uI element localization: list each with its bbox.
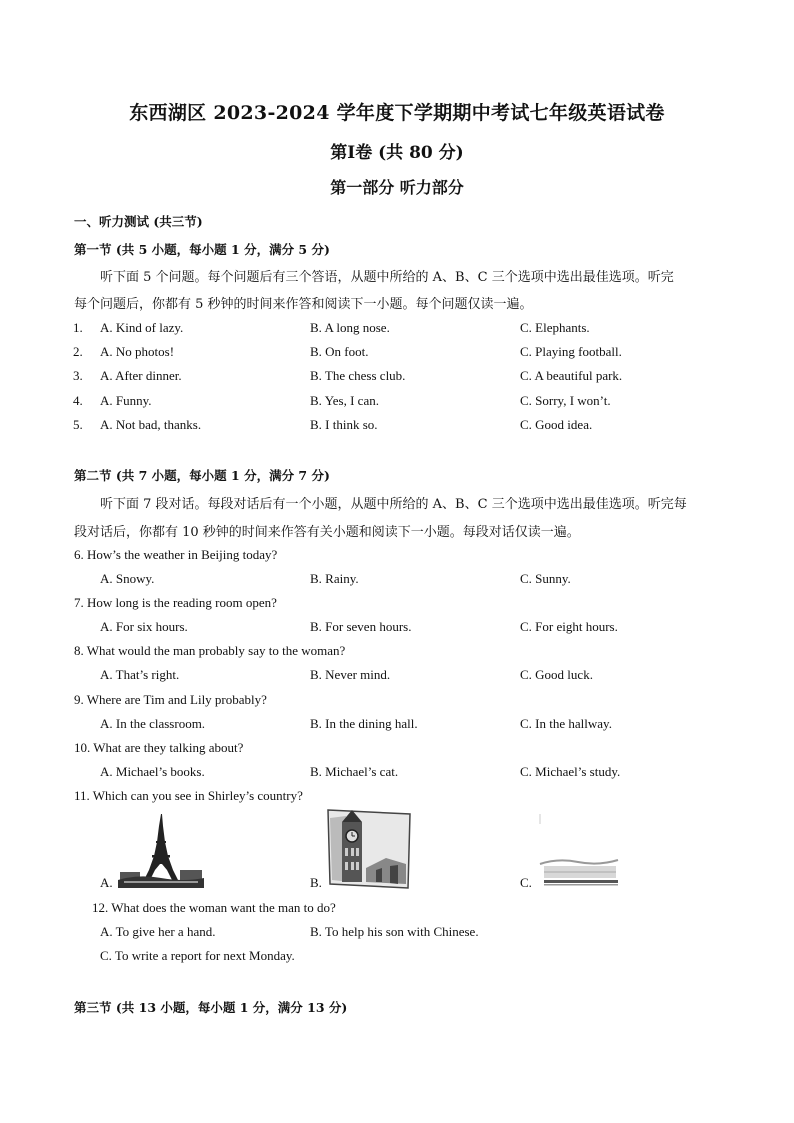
question-text: 12. What does the woman want the man to do?	[92, 900, 336, 915]
section1-instructions-line1: 听下面 5 个问题。每个问题后有三个答语，从题中所给的 A、B、C 三个选项中选出最佳选项。听完	[100, 270, 674, 285]
part-heading: 第一部分 听力部分	[330, 178, 464, 197]
option-c: C. Michael’s study.	[520, 764, 621, 779]
section3-subheading: 第三节 (共 13 小题，每小题 1 分，满分 13 分)	[74, 1000, 348, 1015]
question-text: 6. How’s the weather in Beijing today?	[74, 547, 278, 562]
option-a: A. After dinner.	[100, 368, 182, 383]
option-b: B. I think so.	[310, 417, 378, 432]
exam-title: 东西湖区 2023-2024 学年度下学期期中考试七年级英语试卷	[129, 102, 665, 124]
option-b: B. Michael’s cat.	[310, 764, 399, 779]
option-b: B. In the dining hall.	[310, 716, 418, 731]
option-b: B. Never mind.	[310, 667, 391, 682]
option-c: C. Good idea.	[520, 417, 593, 432]
option-b: B.	[310, 875, 322, 890]
question-text: 9. Where are Tim and Lily probably?	[74, 692, 267, 707]
question-text: 11. Which can you see in Shirley’s country?	[74, 788, 303, 803]
section2-instructions-line2: 段对话后，你都有 10 秒钟的时间来作答有关小题和阅读下一小题。每段对话仅读一遍。	[74, 525, 580, 540]
option-c: C. Sorry, I won’t.	[520, 393, 611, 408]
item-number: 1.	[73, 320, 83, 335]
option-c: C.	[520, 875, 532, 890]
option-b: B. To help his son with Chinese.	[310, 924, 479, 939]
section1-subheading: 第一节 (共 5 小题，每小题 1 分，满分 5 分)	[74, 242, 330, 257]
question-text: 7. How long is the reading room open?	[74, 595, 277, 610]
option-a: A. No photos!	[100, 344, 175, 359]
option-a: A. Kind of lazy.	[100, 320, 184, 335]
eiffel-tower-picture	[118, 812, 204, 888]
option-a: A. For six hours.	[100, 619, 188, 634]
option-a: A. In the classroom.	[100, 716, 206, 731]
item-number: 4.	[73, 393, 83, 408]
option-b: B. A long nose.	[310, 320, 390, 335]
option-a: A. Snowy.	[100, 571, 155, 586]
item-number: 5.	[73, 417, 83, 432]
option-c: C. For eight hours.	[520, 619, 618, 634]
option-a: A. Funny.	[100, 393, 152, 408]
option-b: B. Rainy.	[310, 571, 359, 586]
listening-heading: 一、听力测试 (共三节)	[74, 214, 203, 229]
volume-heading: 第Ⅰ卷 (共 80 分)	[330, 143, 464, 163]
great-wall-picture	[538, 812, 620, 890]
option-a: A. To give her a hand.	[100, 924, 216, 939]
option-a: A. Michael’s books.	[100, 764, 205, 779]
option-a: A. Not bad, thanks.	[100, 417, 202, 432]
option-b: B. For seven hours.	[310, 619, 412, 634]
question-text: 10. What are they talking about?	[74, 740, 244, 755]
question-text: 8. What would the man probably say to the woman?	[74, 643, 346, 658]
option-b: B. The chess club.	[310, 368, 406, 383]
option-c: C. To write a report for next Monday.	[100, 948, 295, 963]
section2-subheading: 第二节 (共 7 小题，每小题 1 分，满分 7 分)	[74, 468, 330, 483]
option-a: A.	[100, 875, 113, 890]
item-number: 3.	[73, 368, 83, 383]
option-b: B. Yes, I can.	[310, 393, 379, 408]
option-c: C. Elephants.	[520, 320, 590, 335]
section1-instructions-line2: 每个问题后，你都有 5 秒钟的时间来作答和阅读下一小题。每个问题仅读一遍。	[74, 297, 533, 312]
option-c: C. Sunny.	[520, 571, 571, 586]
option-c: C. A beautiful park.	[520, 368, 623, 383]
option-c: C. Good luck.	[520, 667, 593, 682]
big-ben-picture	[326, 808, 412, 890]
section2-instructions-line1: 听下面 7 段对话。每段对话后有一个小题，从题中所给的 A、B、C 三个选项中选出最佳选项。听完每	[100, 497, 687, 512]
option-b: B. On foot.	[310, 344, 369, 359]
item-number: 2.	[73, 344, 83, 359]
option-a: A. That’s right.	[100, 667, 180, 682]
option-c: C. Playing football.	[520, 344, 622, 359]
option-c: C. In the hallway.	[520, 716, 612, 731]
